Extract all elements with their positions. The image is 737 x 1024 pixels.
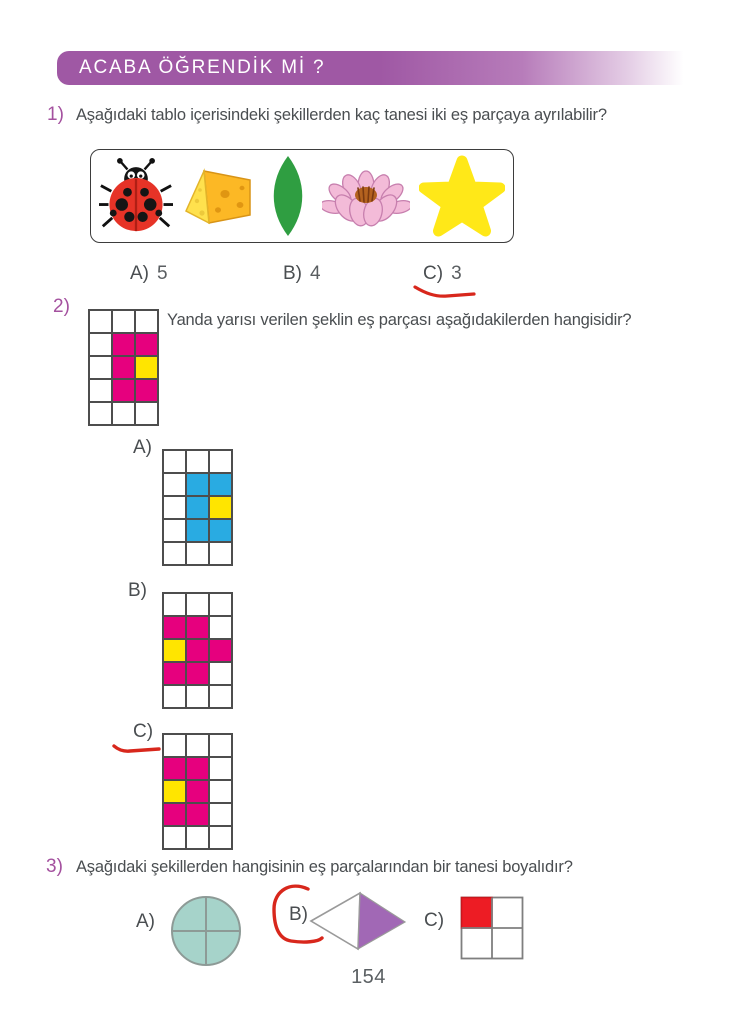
q1-option-a [130, 263, 168, 285]
grid-cell [164, 758, 186, 780]
grid-cell [210, 735, 232, 757]
q3-text: Aşağıdaki şekillerden hangisinin eş parçalarından bir tanesi boyalıdır? [76, 858, 573, 876]
q1-option-b-value: 4 [310, 263, 321, 284]
grid-cell [136, 357, 158, 379]
q2-option-b-grid [162, 592, 233, 709]
grid-cell [164, 520, 186, 542]
grid-cell [187, 451, 209, 473]
page-number: 154 [351, 966, 386, 988]
grid-cell [210, 617, 232, 639]
grid-cell [164, 497, 186, 519]
star-icon [419, 155, 505, 237]
grid-cell [210, 451, 232, 473]
grid-cell [187, 543, 209, 565]
grid-cell [187, 497, 209, 519]
q3-number: 3) [46, 856, 63, 877]
grid-cell [210, 497, 232, 519]
leaf-icon [262, 154, 314, 238]
q2-number: 2) [53, 296, 70, 317]
diamond-half-shape [308, 890, 408, 952]
cheese-wedge-icon [182, 163, 254, 229]
q1-option-c-label: C) [423, 263, 444, 284]
square-quarters-shape [460, 896, 524, 960]
grid-cell [187, 474, 209, 496]
grid-cell [164, 594, 186, 616]
grid-cell [210, 758, 232, 780]
grid-cell [187, 520, 209, 542]
q1-option-b-label: B) [283, 263, 302, 284]
q1-option-a-value: 5 [157, 263, 168, 284]
grid-cell [164, 640, 186, 662]
q3-option-a-label: A) [136, 911, 155, 932]
red-check-mark [112, 742, 162, 756]
grid-cell [210, 543, 232, 565]
q1-text: Aşağıdaki tablo içerisindeki şekillerden kaç tanesi iki eş parçaya ayrılabilir? [76, 106, 607, 124]
grid-cell [210, 594, 232, 616]
q1-option-c-value: 3 [451, 263, 462, 284]
q2-option-a-label: A) [133, 437, 152, 458]
q3-option-b-label: B) [289, 904, 308, 925]
grid-cell [113, 380, 135, 402]
grid-cell [164, 474, 186, 496]
grid-cell [136, 311, 158, 333]
grid-cell [164, 735, 186, 757]
grid-cell [113, 334, 135, 356]
grid-cell [210, 781, 232, 803]
grid-cell [136, 334, 158, 356]
grid-cell [113, 357, 135, 379]
grid-cell [187, 617, 209, 639]
grid-cell [90, 311, 112, 333]
grid-cell [164, 781, 186, 803]
q1-option-c [423, 263, 462, 285]
q2-reference-grid [88, 309, 159, 426]
ladybug-icon [99, 156, 173, 236]
grid-cell [164, 663, 186, 685]
grid-cell [113, 403, 135, 425]
grid-cell [210, 686, 232, 708]
q2-text: Yanda yarısı verilen şeklin eş parçası aşağıdakilerden hangisidir? [167, 311, 632, 329]
grid-cell [164, 804, 186, 826]
grid-cell [210, 804, 232, 826]
grid-cell [187, 758, 209, 780]
grid-cell [187, 735, 209, 757]
grid-cell [187, 594, 209, 616]
grid-cell [187, 804, 209, 826]
grid-cell [210, 827, 232, 849]
header-title: ACABA ÖĞRENDİK Mİ ? [79, 57, 326, 78]
q3-option-c-label: C) [424, 910, 445, 931]
q1-option-a-label: A) [130, 263, 149, 284]
q2-option-b-label: B) [128, 580, 147, 601]
circle-quarters-shape [170, 895, 242, 967]
grid-cell [210, 474, 232, 496]
red-underline-mark [413, 284, 477, 300]
worksheet-header [57, 51, 703, 85]
grid-cell [164, 827, 186, 849]
grid-cell [136, 380, 158, 402]
q1-number: 1) [47, 104, 64, 125]
grid-cell [187, 781, 209, 803]
q2-option-a-grid [162, 449, 233, 566]
grid-cell [136, 403, 158, 425]
grid-cell [90, 403, 112, 425]
q1-shapes-table [90, 149, 514, 243]
grid-cell [164, 543, 186, 565]
grid-cell [90, 334, 112, 356]
grid-cell [90, 380, 112, 402]
q2-option-c-label: C) [133, 721, 154, 742]
lotus-flower-icon [322, 163, 410, 229]
grid-cell [164, 451, 186, 473]
grid-cell [164, 617, 186, 639]
grid-cell [187, 686, 209, 708]
grid-cell [210, 663, 232, 685]
q1-option-b [283, 263, 321, 285]
grid-cell [210, 520, 232, 542]
grid-cell [164, 686, 186, 708]
grid-cell [187, 663, 209, 685]
grid-cell [210, 640, 232, 662]
q2-option-c-grid [162, 733, 233, 850]
grid-cell [187, 827, 209, 849]
grid-cell [113, 311, 135, 333]
grid-cell [90, 357, 112, 379]
grid-cell [187, 640, 209, 662]
